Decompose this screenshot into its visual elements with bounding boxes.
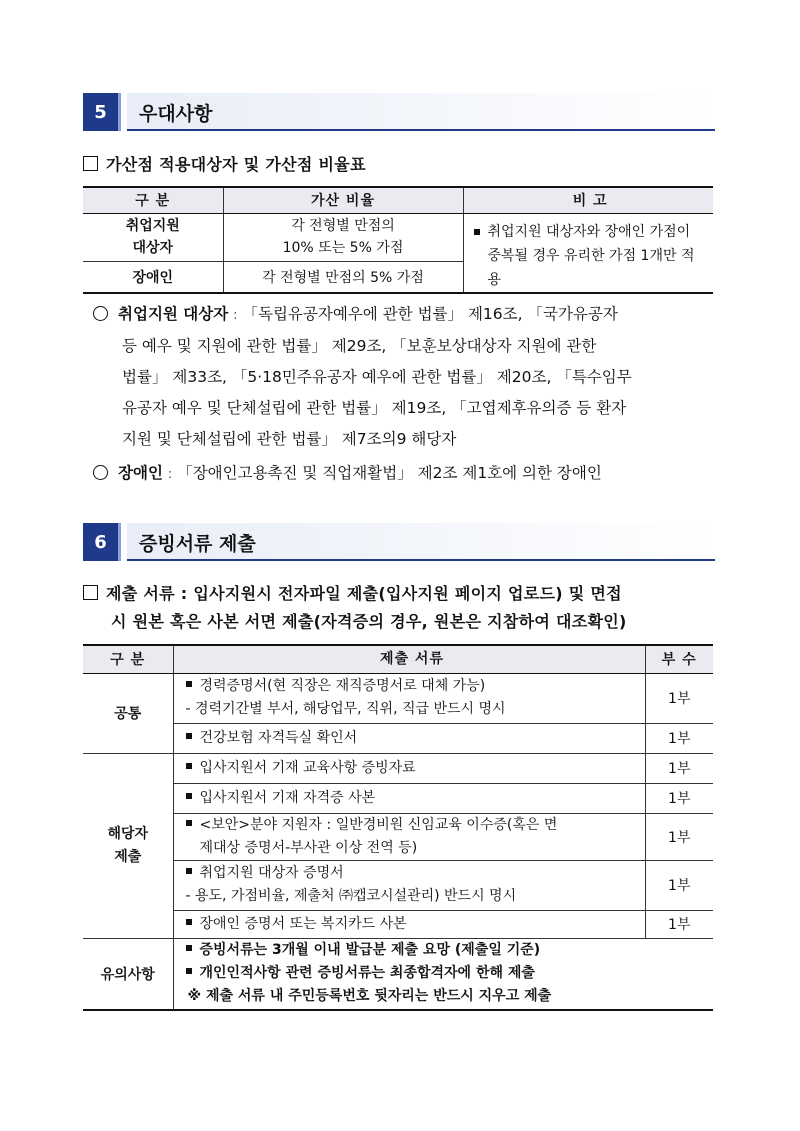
doc-subtext: 제대상 증명서-부사관 이상 전역 등) xyxy=(199,839,418,856)
table-cell-rate: 각 전형별 만점의 10% 또는 5% 가점 xyxy=(223,213,463,262)
table-cell-doc xyxy=(173,860,645,910)
table-header: 구 분 xyxy=(83,645,173,673)
table-cell-notes xyxy=(173,938,713,1010)
section-number: 6 xyxy=(83,523,121,561)
table-cell-count: 1부 xyxy=(645,813,713,860)
bullet-square-icon xyxy=(186,820,192,826)
table-cell-note xyxy=(463,213,713,293)
table-header: 부 수 xyxy=(645,645,713,673)
bullet-square-icon xyxy=(186,733,192,739)
doc-text: 취업지원 대상자 증명서 xyxy=(199,865,344,881)
doc-subtext: - 용도, 가점비율, 제출처 ㈜캡코시설관리) 반드시 명시 xyxy=(185,888,517,904)
table-cell-doc xyxy=(173,813,645,860)
note-text: 증빙서류는 3개월 이내 발급분 제출 요망 (제출일 기준) xyxy=(199,942,541,959)
table-cell-count: 1부 xyxy=(645,910,713,938)
circle-bullet-icon xyxy=(93,465,108,480)
section-title: 증빙서류 제출 xyxy=(139,533,256,555)
bonus-points-table xyxy=(83,186,713,294)
section-number: 5 xyxy=(83,93,121,131)
subheading-text: 시 원본 혹은 사본 서면 제출(자격증의 경우, 원본은 지참하여 대조확인) xyxy=(111,612,627,631)
checkbox-square-icon xyxy=(83,585,98,600)
subheading-bonus-table xyxy=(83,152,366,175)
bullet-square-icon xyxy=(186,919,192,925)
table-cell-doc xyxy=(173,723,645,753)
bullet-square-icon xyxy=(186,793,192,799)
disability-paragraph xyxy=(93,458,718,490)
section-title-bar xyxy=(127,93,715,131)
para-line: 「장애인고용촉진 및 직업재활법」 제2조 제1호에 의한 장애인 xyxy=(177,464,602,482)
para-line: 법률」 제33조, 「5·18민주유공자 예우에 관한 법률」 제20조, 「특수임무 xyxy=(122,368,632,386)
table-cell-count: 1부 xyxy=(645,723,713,753)
table-header: 구 분 xyxy=(83,187,223,213)
doc-text: 건강보험 자격득실 확인서 xyxy=(199,729,358,746)
table-group-label: 해당자 제출 xyxy=(83,753,173,938)
colon-separator: : xyxy=(233,308,238,323)
section-6-header xyxy=(83,523,715,561)
table-header: 제출 서류 xyxy=(173,645,645,673)
bullet-square-icon xyxy=(186,681,192,687)
doc-text: <보안>분야 지원자 : 일반경비원 신임교육 이수증(혹은 면 xyxy=(199,816,558,833)
table-cell-count: 1부 xyxy=(645,673,713,723)
table-header: 가산 비율 xyxy=(223,187,463,213)
table-cell-doc xyxy=(173,910,645,938)
table-header: 비 고 xyxy=(463,187,713,213)
documents-table xyxy=(83,644,713,1011)
note-text: ※ 제출 서류 내 주민등록번호 뒷자리는 반드시 지우고 제출 xyxy=(187,988,552,1005)
para-line: 지원 및 단체설립에 관한 법률」 제7조의9 해당자 xyxy=(122,430,457,448)
table-cell-category: 취업지원 대상자 xyxy=(83,213,223,262)
bullet-square-icon xyxy=(186,968,192,974)
para-line: 유공자 예우 및 단체설립에 관한 법률」 제19조, 「고엽제후유의증 등 환자 xyxy=(122,399,627,417)
subheading-text: 제출 서류 : 입사지원시 전자파일 제출(입사지원 페이지 업로드) 및 면접 xyxy=(106,584,622,603)
para-label: 장애인 xyxy=(118,464,163,482)
doc-subtext: - 경력기간별 부서, 해당업무, 직위, 직급 반드시 명시 xyxy=(185,701,506,717)
table-cell-doc xyxy=(173,673,645,723)
bullet-square-icon xyxy=(186,868,192,874)
note-text: 취업지원 대상자와 장애인 가점이 중복될 경우 유리한 가점 1개만 적용 xyxy=(487,223,695,288)
table-cell-count: 1부 xyxy=(645,860,713,910)
doc-text: 경력증명서(현 직장은 재직증명서로 대체 가능) xyxy=(199,678,486,694)
doc-text: 입사지원서 기재 자격증 사본 xyxy=(199,789,376,806)
table-cell-doc xyxy=(173,783,645,813)
table-cell-count: 1부 xyxy=(645,753,713,783)
para-label: 취업지원 대상자 xyxy=(118,305,229,323)
table-cell-category: 장애인 xyxy=(83,262,223,293)
para-line: 등 예우 및 지원에 관한 법률」 제29조, 「보훈보상대상자 지원에 관한 xyxy=(122,337,597,355)
table-group-label: 공통 xyxy=(83,673,173,753)
eligibility-paragraph xyxy=(93,299,718,455)
doc-text: 장애인 증명서 또는 복지카드 사본 xyxy=(199,915,407,932)
section-5-header xyxy=(83,93,715,131)
subheading-text: 가산점 적용대상자 및 가산점 비율표 xyxy=(106,155,366,174)
circle-bullet-icon xyxy=(93,306,108,321)
section-title: 우대사항 xyxy=(139,103,213,125)
doc-text: 입사지원서 기재 교육사항 증빙자료 xyxy=(199,759,416,776)
note-text: 개인인적사항 관련 증빙서류는 최종합격자에 한해 제출 xyxy=(199,965,535,982)
bullet-square-icon xyxy=(186,763,192,769)
table-cell-rate: 각 전형별 만점의 5% 가점 xyxy=(223,262,463,293)
table-cell-count: 1부 xyxy=(645,783,713,813)
table-cell-doc xyxy=(173,753,645,783)
checkbox-square-icon xyxy=(83,156,98,171)
colon-separator: : xyxy=(167,467,173,482)
para-line: 「독립유공자예우에 관한 법률」 제16조, 「국가유공자 xyxy=(242,305,618,323)
bullet-square-icon xyxy=(474,229,480,235)
bullet-square-icon xyxy=(186,945,192,951)
subheading-documents xyxy=(83,580,723,636)
table-group-label: 유의사항 xyxy=(83,938,173,1010)
